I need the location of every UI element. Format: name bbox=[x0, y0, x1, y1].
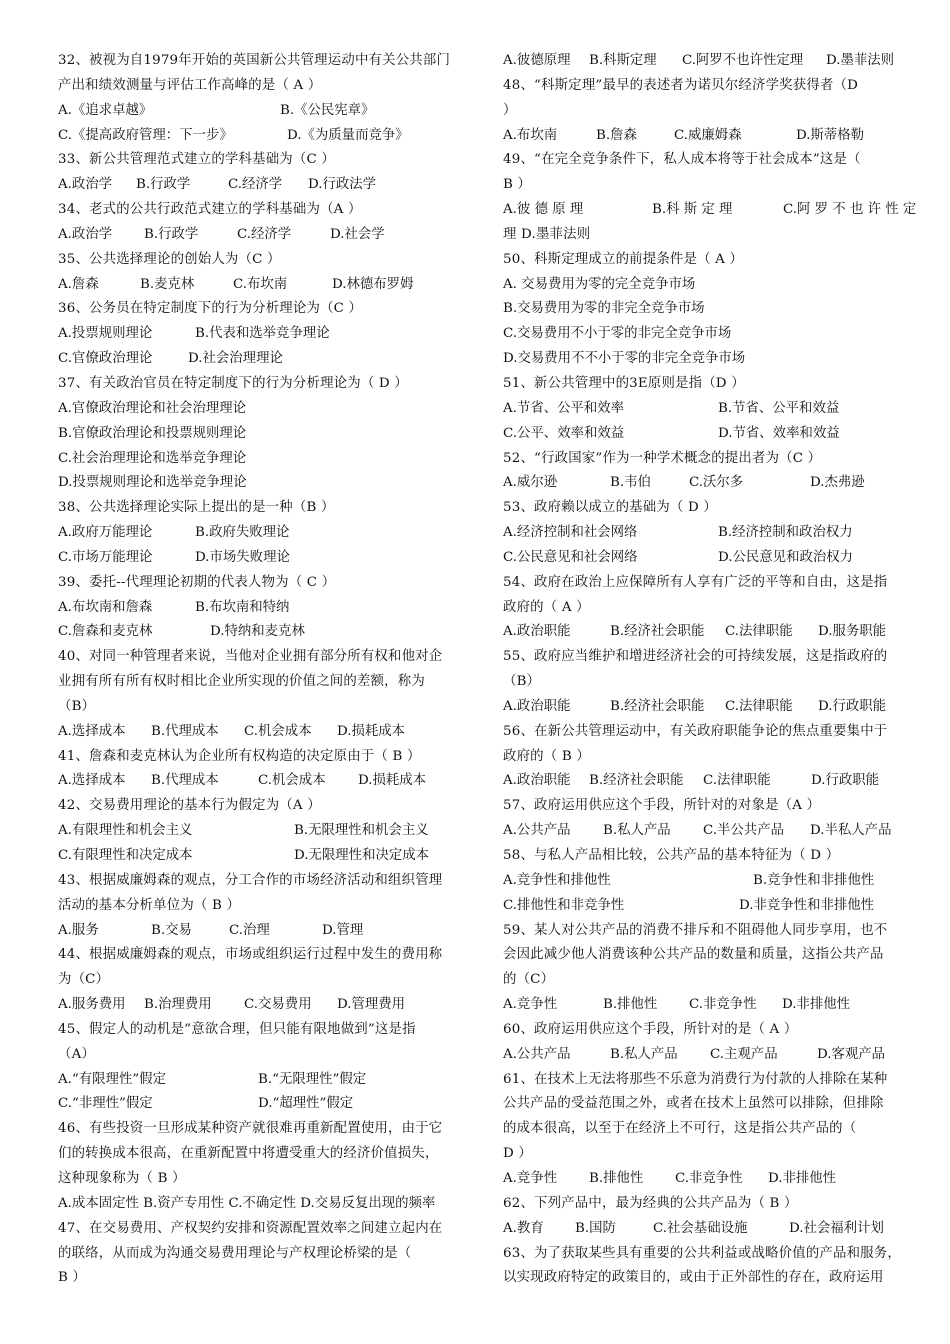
option-text: B.代理成本 bbox=[151, 723, 219, 739]
option-text: D.管理 bbox=[322, 922, 364, 938]
options-line bbox=[58, 546, 468, 571]
question-text: 63、为了获取某些具有重要的公共利益或战略价值的产品和服务， bbox=[503, 1245, 901, 1261]
option-text: A.教育 bbox=[503, 1220, 544, 1236]
options-line bbox=[58, 124, 468, 149]
question-text: （B） bbox=[58, 698, 96, 714]
question-text: 产出和绩效测量与评估工作高峰的是（ A ） bbox=[58, 77, 322, 93]
question-text: 活动的基本分析单位为（ B ） bbox=[58, 897, 241, 913]
option-text: A.彼 德 原 理 bbox=[503, 202, 584, 218]
option-text: B.经济控制和政治权力 bbox=[718, 525, 853, 541]
options-line bbox=[503, 198, 918, 223]
option-text: A.服务 bbox=[58, 922, 99, 938]
option-text: B.韦伯 bbox=[610, 475, 651, 491]
question-text: 为（C） bbox=[58, 972, 110, 988]
option-text: B.交易 bbox=[151, 922, 192, 938]
question-text: 47、在交易费用、产权契约安排和资源配置效率之间建立起内在 bbox=[58, 1220, 443, 1236]
options-line bbox=[503, 124, 918, 149]
question-text: 58、与私人产品相比较，公共产品的基本特征为（ D ） bbox=[503, 848, 840, 863]
option-text: A.布坎南和詹森 bbox=[58, 599, 153, 615]
options-line bbox=[503, 620, 918, 645]
options-line bbox=[503, 471, 918, 496]
option-text: B.经济社会职能 bbox=[589, 773, 684, 789]
options-line bbox=[58, 819, 468, 844]
option-text: A.公共产品 bbox=[503, 1046, 571, 1062]
option-text: A.节省、公平和效率 bbox=[503, 400, 625, 416]
question-text: 54、政府在政治上应保障所有人享有广泛的平等和自由，这是指 bbox=[503, 574, 888, 590]
options-line bbox=[503, 521, 918, 546]
options-line bbox=[58, 1092, 468, 1117]
options-line bbox=[503, 422, 918, 447]
option-text: D.非竞争性和非排他性 bbox=[739, 897, 875, 913]
question-text: 55、政府应当维护和增进经济社会的可持续发展，这是指政府的 bbox=[503, 649, 888, 665]
question-text: 40、对同一种管理者来说，当他对企业拥有部分所有权和他对企 bbox=[58, 649, 443, 665]
question-text: 43、根据威廉姆森的观点，分工合作的市场经济活动和组织管理 bbox=[58, 872, 443, 888]
question-text: 60、政府运用供应这个手段，所针对的是（ A ） bbox=[503, 1021, 798, 1037]
options-line bbox=[503, 49, 918, 74]
question-text: 59、某人对公共产品的消费不排斥和不阻碍他人同步享用，也不 bbox=[503, 922, 888, 938]
option-text: C.《提高政府管理：下一步》 bbox=[58, 127, 233, 143]
options-line bbox=[58, 322, 468, 347]
question-text: 51、新公共管理中的3E原则是指（D ） bbox=[503, 375, 745, 391]
option-text: C.官僚政治理论 bbox=[58, 351, 153, 367]
option-text: D.服务职能 bbox=[818, 624, 887, 640]
option-text: A.威尔逊 bbox=[503, 475, 558, 491]
option-text: C.机会成本 bbox=[258, 773, 326, 789]
option-text: A.服务费用 bbox=[58, 997, 126, 1013]
option-text: C.交易费用不小于零的非完全竞争市场 bbox=[503, 326, 732, 342]
options-line bbox=[503, 397, 918, 422]
option-text: C.社会治理理论和选举竞争理论 bbox=[58, 450, 247, 466]
option-text: B.经济社会职能 bbox=[610, 698, 705, 714]
question-text: 49、“在完全竞争条件下，私人成本将等于社会成本”这是（ bbox=[503, 152, 861, 168]
question-text: 公共产品的受益范围之外，或者在技术上虽然可以排除，但排除 bbox=[503, 1096, 884, 1112]
option-text: B.私人产品 bbox=[610, 1046, 678, 1062]
option-text: A.“有限理性”假定 bbox=[58, 1071, 166, 1087]
options-line bbox=[503, 869, 918, 894]
option-text: C.非竞争性 bbox=[675, 1170, 743, 1186]
option-text: C.主观产品 bbox=[710, 1046, 778, 1062]
options-line bbox=[58, 596, 468, 621]
option-text: A.公共产品 bbox=[503, 823, 571, 839]
question-text: 35、公共选择理论的创始人为（C ） bbox=[58, 251, 281, 267]
option-text: A.成本固定性 B.资产专用性 C.不确定性 D.交易反复出现的频率 bbox=[58, 1195, 436, 1211]
question-text: 32、被视为自1979年开始的英国新公共管理运动中有关公共部门 bbox=[58, 53, 451, 68]
option-text: B.代表和选举竞争理论 bbox=[195, 326, 330, 342]
options-line bbox=[503, 695, 918, 720]
option-text: C.治理 bbox=[229, 922, 270, 938]
option-text: C.市场万能理论 bbox=[58, 549, 153, 565]
right-column bbox=[503, 49, 918, 1291]
option-text: A.布坎南 bbox=[503, 127, 558, 143]
option-text: B.经济社会职能 bbox=[610, 624, 705, 640]
options-line bbox=[503, 819, 918, 844]
question-text: 37、有关政治官员在特定制度下的行为分析理论为（ D ） bbox=[58, 375, 408, 391]
option-text: D.损耗成本 bbox=[337, 723, 406, 739]
question-text: 52、“行政国家”作为一种学术概念的提出者为（C ） bbox=[503, 450, 822, 466]
options-line bbox=[58, 1068, 468, 1093]
option-text: A.经济控制和社会网络 bbox=[503, 525, 638, 541]
option-text: C.法律职能 bbox=[725, 698, 793, 714]
question-text: 62、下列产品中，最为经典的公共产品为（ B ） bbox=[503, 1195, 798, 1211]
options-line bbox=[58, 844, 468, 869]
option-text: D.社会福利计划 bbox=[789, 1220, 884, 1236]
options-line bbox=[58, 993, 468, 1018]
options-line bbox=[58, 223, 468, 248]
option-text: A.政治学 bbox=[58, 177, 113, 193]
option-text: D.投票规则理论和选举竞争理论 bbox=[58, 475, 247, 491]
question-text: 61、在技术上无法将那些不乐意为消费行为付款的人排除在某种 bbox=[503, 1071, 888, 1087]
option-text: B.排他性 bbox=[603, 997, 658, 1013]
options-line bbox=[503, 546, 918, 571]
options-line bbox=[58, 769, 468, 794]
options-line bbox=[503, 1217, 918, 1242]
option-text: D.无限理性和决定成本 bbox=[294, 848, 430, 863]
options-line bbox=[58, 521, 468, 546]
option-text: D.客观产品 bbox=[817, 1046, 886, 1062]
question-text: B ） bbox=[58, 1270, 87, 1286]
option-text: C.公平、效率和效益 bbox=[503, 425, 625, 441]
question-text: 57、政府运用供应这个手段，所针对的对象是（A ） bbox=[503, 798, 821, 814]
options-line bbox=[503, 769, 918, 794]
question-text: 42、交易费用理论的基本行为假定为（A ） bbox=[58, 798, 321, 814]
option-text: B.无限理性和机会主义 bbox=[294, 823, 429, 839]
question-text: 45、假定人的动机是“意欲合理，但只能有限地做到”这是指 bbox=[58, 1021, 416, 1037]
left-column bbox=[58, 49, 468, 1291]
option-text: C.公民意见和社会网络 bbox=[503, 549, 638, 565]
option-text: D.杰弗逊 bbox=[810, 475, 865, 491]
question-text: 50、科斯定理成立的前提条件是（ A ） bbox=[503, 251, 744, 267]
option-text: B.国防 bbox=[575, 1220, 616, 1236]
question-text: （A） bbox=[58, 1046, 96, 1062]
question-text: 理 D.墨菲法则 bbox=[503, 226, 591, 242]
option-text: A.詹森 bbox=[58, 276, 99, 292]
option-text: B.詹森 bbox=[596, 127, 637, 143]
question-text: 的（C） bbox=[503, 972, 555, 988]
option-text: B.布坎南和特纳 bbox=[195, 599, 290, 615]
options-line bbox=[58, 173, 468, 198]
option-text: A.政治职能 bbox=[503, 773, 571, 789]
option-text: B.科 斯 定 理 bbox=[652, 202, 733, 218]
options-line bbox=[58, 620, 468, 645]
options-line bbox=[503, 993, 918, 1018]
option-text: C.排他性和非竞争性 bbox=[503, 897, 625, 913]
option-text: C.詹森和麦克林 bbox=[58, 624, 153, 640]
option-text: C.半公共产品 bbox=[703, 823, 784, 839]
option-text: B.排他性 bbox=[589, 1170, 644, 1186]
question-text: ） bbox=[503, 102, 517, 118]
option-text: C.有限理性和决定成本 bbox=[58, 848, 193, 863]
question-text: 38、公共选择理论实际上提出的是一种（B ） bbox=[58, 500, 335, 516]
option-text: C.社会基础设施 bbox=[653, 1220, 748, 1236]
option-text: D.交易费用不不小于零的非完全竞争市场 bbox=[503, 351, 746, 367]
option-text: D.行政职能 bbox=[818, 698, 887, 714]
question-text: 56、在新公共管理运动中，有关政府职能争论的焦点重要集中于 bbox=[503, 723, 888, 739]
option-text: C.非竞争性 bbox=[689, 997, 757, 1013]
option-text: C.阿罗不也许性定理 bbox=[682, 53, 804, 68]
option-text: C.法律职能 bbox=[703, 773, 771, 789]
options-line bbox=[58, 347, 468, 372]
question-text: 以实现政府特定的政策目的，或由于正外部性的存在，政府运用 bbox=[503, 1270, 884, 1286]
question-text: 44、根据威廉姆森的观点，市场或组织运行过程中发生的费用称 bbox=[58, 947, 443, 963]
option-text: C.机会成本 bbox=[244, 723, 312, 739]
option-text: B.代理成本 bbox=[151, 773, 219, 789]
options-line bbox=[503, 894, 918, 919]
option-text: B.行政学 bbox=[144, 226, 199, 242]
option-text: C.布坎南 bbox=[233, 276, 288, 292]
option-text: A.竞争性 bbox=[503, 997, 558, 1013]
option-text: B.行政学 bbox=[136, 177, 191, 193]
question-text: 34、老式的公共行政范式建立的学科基础为（A ） bbox=[58, 202, 362, 218]
option-text: A.选择成本 bbox=[58, 723, 126, 739]
options-line bbox=[58, 99, 468, 124]
option-text: D.市场失败理论 bbox=[195, 549, 290, 565]
option-text: A. 交易费用为零的完全竞争市场 bbox=[503, 276, 696, 292]
option-text: D.非排他性 bbox=[782, 997, 851, 1013]
option-text: D.行政法学 bbox=[308, 177, 377, 193]
option-text: D.“超理性”假定 bbox=[258, 1096, 354, 1112]
option-text: A.有限理性和机会主义 bbox=[58, 823, 193, 839]
question-text: 这种现象称为（ B ） bbox=[58, 1170, 186, 1186]
question-text: （B） bbox=[503, 674, 541, 690]
question-text: 业拥有所有所有权时相比企业所实现的价值之间的差额，称为 bbox=[58, 674, 425, 690]
option-text: C.经济学 bbox=[228, 177, 283, 193]
question-text: 46、有些投资一旦形成某种资产就很难再重新配置使用，由于它 bbox=[58, 1121, 443, 1137]
option-text: B.官僚政治理论和投票规则理论 bbox=[58, 425, 247, 441]
option-text: D.公民意见和政治权力 bbox=[718, 549, 854, 565]
question-text: D ） bbox=[503, 1146, 532, 1162]
option-text: D.半私人产品 bbox=[810, 823, 892, 839]
option-text: A.彼德原理 bbox=[503, 53, 571, 68]
option-text: D.行政职能 bbox=[811, 773, 880, 789]
option-text: C.“非理性”假定 bbox=[58, 1096, 153, 1112]
options-line bbox=[503, 1043, 918, 1068]
option-text: A.政治职能 bbox=[503, 698, 571, 714]
question-text: B ） bbox=[503, 177, 532, 193]
option-text: D.特纳和麦克林 bbox=[210, 624, 305, 640]
option-text: D.节省、效率和效益 bbox=[718, 425, 840, 441]
question-text: 的成本很高，以至于在经济上不可行，这是指公共产品的（ bbox=[503, 1121, 857, 1137]
option-text: A.官僚政治理论和社会治理理论 bbox=[58, 400, 247, 416]
option-text: C.沃尔多 bbox=[689, 475, 744, 491]
option-text: B.节省、公平和效益 bbox=[718, 400, 840, 416]
question-text: 们的转换成本很高，在重新配置中将遭受重大的经济价值损失， bbox=[58, 1146, 439, 1162]
option-text: B.“无限理性”假定 bbox=[258, 1071, 367, 1087]
option-text: A.政府万能理论 bbox=[58, 525, 153, 541]
option-text: A.政治学 bbox=[58, 226, 113, 242]
option-text: A.政治职能 bbox=[503, 624, 571, 640]
option-text: D.社会学 bbox=[330, 226, 385, 242]
option-text: B.政府失败理论 bbox=[195, 525, 290, 541]
option-text: D.《为质量而竞争》 bbox=[287, 127, 409, 143]
option-text: D.非排他性 bbox=[768, 1170, 837, 1186]
question-text: 33、新公共管理范式建立的学科基础为（C ） bbox=[58, 152, 335, 168]
question-text: 政府的（ B ） bbox=[503, 748, 590, 764]
question-text: 政府的（ A ） bbox=[503, 599, 590, 615]
option-text: D.斯蒂格勒 bbox=[796, 127, 865, 143]
question-text: 的联络，从而成为沟通交易费用理论与产权理论桥梁的是（ bbox=[58, 1245, 412, 1261]
options-line bbox=[503, 1167, 918, 1192]
question-text: 会因此减少他人消费该种公共产品的数量和质量，这指公共产品 bbox=[503, 947, 884, 963]
option-text: A.竞争性和排他性 bbox=[503, 872, 611, 888]
option-text: A.选择成本 bbox=[58, 773, 126, 789]
option-text: D.管理费用 bbox=[337, 997, 406, 1013]
option-text: C.阿 罗 不 也 许 性 定 bbox=[783, 202, 917, 218]
option-text: B.私人产品 bbox=[603, 823, 671, 839]
option-text: C.交易费用 bbox=[244, 997, 312, 1013]
options-line bbox=[58, 720, 468, 745]
options-line bbox=[58, 273, 468, 298]
option-text: B.治理费用 bbox=[144, 997, 212, 1013]
option-text: D.社会治理理论 bbox=[188, 351, 283, 367]
option-text: D.损耗成本 bbox=[358, 773, 427, 789]
option-text: C.经济学 bbox=[237, 226, 292, 242]
question-text: 48、“科斯定理”最早的表述者为诺贝尔经济学奖获得者（D bbox=[503, 77, 859, 93]
option-text: D.林德布罗姆 bbox=[332, 276, 414, 292]
option-text: A.《追求卓越》 bbox=[58, 102, 153, 118]
options-line bbox=[58, 919, 468, 944]
question-text: 41、詹森和麦克林认为企业所有权构造的决定原由于（ B ） bbox=[58, 748, 421, 764]
option-text: B.交易费用为零的非完全竞争市场 bbox=[503, 301, 705, 317]
question-text: 39、委托--代理理论初期的代表人物为（ C ） bbox=[58, 574, 336, 590]
option-text: D.墨菲法则 bbox=[826, 53, 895, 68]
option-text: C.威廉姆森 bbox=[674, 127, 742, 143]
option-text: B.《公民宪章》 bbox=[280, 102, 375, 118]
option-text: A.竞争性 bbox=[503, 1170, 558, 1186]
question-text: 36、公务员在特定制度下的行为分析理论为（C ） bbox=[58, 301, 363, 317]
option-text: B.科斯定理 bbox=[589, 53, 657, 68]
option-text: C.法律职能 bbox=[725, 624, 793, 640]
option-text: B.麦克林 bbox=[140, 276, 195, 292]
option-text: A.投票规则理论 bbox=[58, 326, 153, 342]
question-text: 53、政府赖以成立的基础为（ D ） bbox=[503, 500, 717, 516]
option-text: B.竞争性和非排他性 bbox=[753, 872, 875, 888]
